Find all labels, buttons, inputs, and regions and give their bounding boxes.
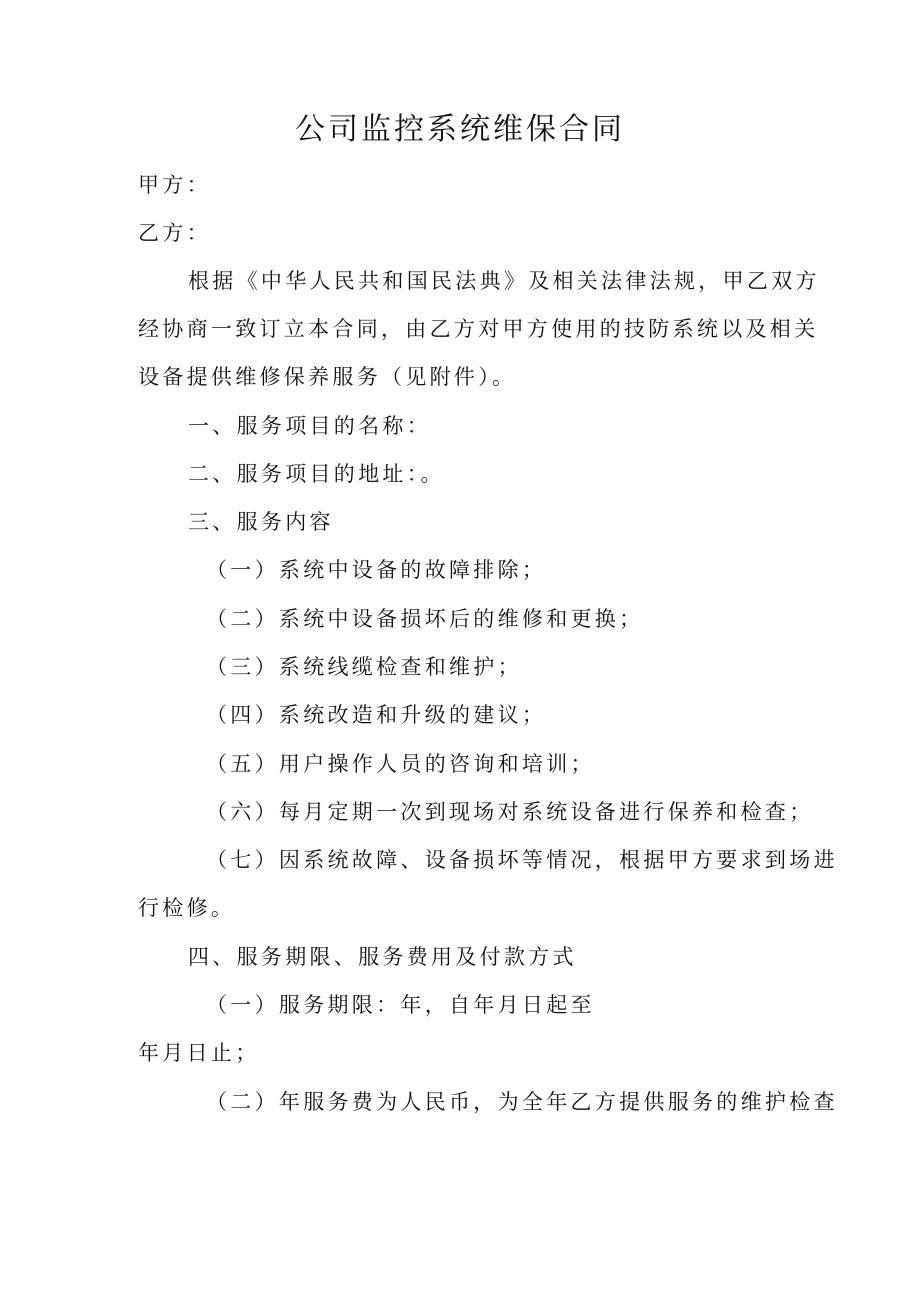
- section-4-heading: 四、服务期限、服务费用及付款方式: [188, 945, 577, 969]
- service-item-2: （二）系统中设备损坏后的维修和更换；: [206, 607, 644, 631]
- document-title: 公司监控系统维保合同: [295, 112, 625, 147]
- party-b-label: 乙方：: [138, 221, 211, 245]
- service-term-line-2: 年月日止；: [138, 1041, 260, 1065]
- intro-line-3: 设备提供维修保养服务（见附件）。: [138, 365, 517, 389]
- service-item-3: （三）系统线缆检查和维护；: [206, 655, 522, 679]
- party-a-label: 甲方：: [138, 173, 211, 197]
- service-item-6: （六）每月定期一次到现场对系统设备进行保养和检查；: [206, 800, 814, 824]
- section-3-heading: 三、服务内容: [188, 510, 334, 534]
- service-item-7: （七）因系统故障、设备损坏等情况，根据甲方要求到场进: [206, 848, 838, 872]
- section-2-heading: 二、服务项目的地址：。: [188, 462, 445, 486]
- service-item-7-continuation: 行检修。: [138, 896, 236, 920]
- service-fee-line-1: （二）年服务费为人民币，为全年乙方提供服务的维护检查: [206, 1090, 838, 1114]
- intro-line-1: 根据《中华人民共和国民法典》及相关法律法规，甲乙双方: [188, 269, 820, 293]
- service-item-5: （五）用户操作人员的咨询和培训；: [206, 752, 595, 776]
- service-term-line-1: （一）服务期限：年，自年月日起至: [206, 993, 595, 1017]
- section-1-heading: 一、服务项目的名称：: [188, 414, 431, 438]
- service-item-4: （四）系统改造和升级的建议；: [206, 703, 547, 727]
- intro-line-2: 经协商一致订立本合同，由乙方对甲方使用的技防系统以及相关: [138, 317, 819, 341]
- service-item-1: （一）系统中设备的故障排除；: [206, 558, 547, 582]
